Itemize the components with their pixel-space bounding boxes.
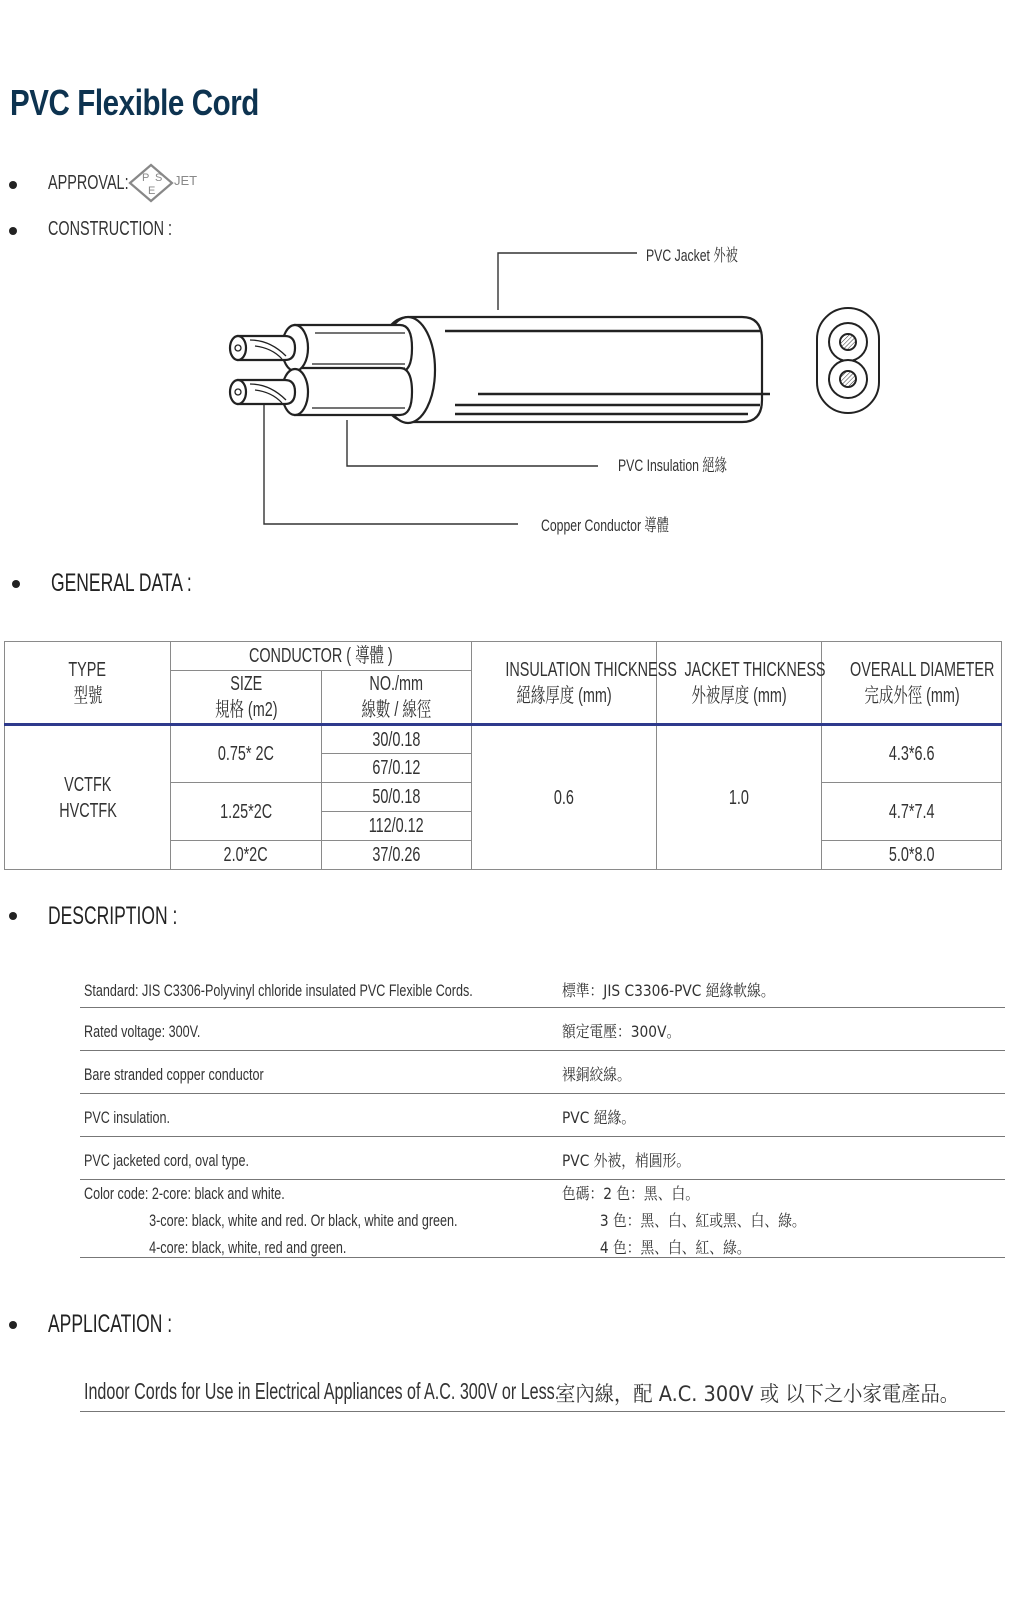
cell-diameter: 4.7*7.4	[822, 783, 1002, 841]
cell-jacket-thickness: 1.0	[657, 725, 822, 870]
description-zh: PVC 外被，梢圓形。	[562, 1151, 691, 1170]
page-title: PVC Flexible Cord	[10, 82, 259, 123]
bullet-icon	[9, 1321, 17, 1329]
header-jacket-thickness: JACKET THICKNESS 外被厚度 (mm)	[657, 642, 822, 725]
cell-strands: 37/0.26	[321, 841, 472, 870]
cable-construction-diagram	[0, 240, 1024, 550]
list-item	[80, 1008, 1005, 1051]
cell-strands: 50/0.18	[321, 783, 472, 812]
cell-strands: 112/0.12	[321, 812, 472, 841]
pse-letter-s: S	[155, 172, 163, 184]
application-en: Indoor Cords for Use in Electrical Appliances of A.C. 300V or Less.	[84, 1378, 560, 1404]
cell-type: VCTFK HVCTFK	[5, 725, 171, 870]
pse-letter-e: E	[148, 185, 156, 197]
application-zh: 室內線，配 A.C. 300V 或 以下之小家電產品。	[556, 1382, 960, 1406]
cable-illustration-icon	[0, 240, 1024, 550]
callout-copper-conductor: Copper Conductor 導體	[541, 516, 669, 535]
description-en: Standard: JIS C3306-Polyvinyl chloride insulated PVC Flexible Cords.	[84, 981, 473, 1000]
description-en: PVC jacketed cord, oval type.	[84, 1151, 250, 1170]
cell-size: 0.75* 2C	[171, 725, 322, 783]
description-zh: 標準：JIS C3306-PVC 絕緣軟線。	[562, 981, 775, 1000]
description-label: DESCRIPTION :	[48, 902, 178, 930]
general-data-label: GENERAL DATA :	[51, 569, 192, 597]
pse-letter-p: P	[142, 172, 150, 184]
list-item	[80, 965, 1005, 1008]
list-item	[80, 1137, 1005, 1180]
application-label: APPLICATION :	[48, 1310, 173, 1338]
bullet-icon	[9, 912, 17, 920]
application-row	[80, 1362, 1005, 1412]
approval-label: APPROVAL:	[48, 172, 129, 194]
description-list	[80, 965, 1005, 1258]
description-zh: PVC 絕緣。	[562, 1108, 635, 1127]
cell-size: 2.0*2C	[171, 841, 322, 870]
color-code-en: Color code: 2-core: black and white. 3-core: black, white and red. Or black, white and green. 4-core: black, white, red and green.	[84, 1184, 458, 1257]
description-zh: 裸銅絞線。	[562, 1065, 631, 1084]
construction-label: CONSTRUCTION :	[48, 218, 172, 240]
header-overall-diameter: OVERALL DIAMETER 完成外徑 (mm)	[822, 642, 1002, 725]
cell-strands: 30/0.18	[321, 725, 472, 754]
description-en: Rated voltage: 300V.	[84, 1022, 201, 1041]
callout-pvc-insulation: PVC Insulation 絕緣	[618, 456, 727, 475]
table-row	[5, 725, 1002, 754]
bullet-icon	[9, 227, 17, 235]
header-conductor: CONDUCTOR ( 導體 )	[171, 642, 472, 671]
description-en: PVC insulation.	[84, 1108, 171, 1127]
general-data-table	[4, 641, 1002, 870]
header-insulation-thickness: INSULATION THICKNESS 絕緣厚度 (mm)	[472, 642, 657, 725]
cell-diameter: 5.0*8.0	[822, 841, 1002, 870]
list-item	[80, 1051, 1005, 1094]
header-no-mm: NO./mm 線數 / 線徑	[321, 671, 472, 725]
jet-label: JET	[174, 173, 198, 188]
header-type: TYPE 型號	[5, 642, 171, 725]
callout-pvc-jacket: PVC Jacket 外被	[646, 246, 738, 265]
cell-size: 1.25*2C	[171, 783, 322, 841]
description-zh: 額定電壓：300V。	[562, 1022, 681, 1041]
cell-strands: 67/0.12	[321, 754, 472, 783]
bullet-icon	[12, 580, 20, 588]
header-size: SIZE 規格 (m2)	[171, 671, 322, 725]
cell-insulation-thickness: 0.6	[472, 725, 657, 870]
pse-certification-mark-icon	[128, 163, 210, 207]
color-code-zh: 色碼：2 色：黑、白。 3 色：黑、白、紅或黑、白、綠。 4 色：黑、白、紅、綠。	[562, 1184, 806, 1257]
description-en: Bare stranded copper conductor	[84, 1065, 264, 1084]
bullet-icon	[9, 181, 17, 189]
list-item-color-code	[80, 1180, 1005, 1258]
list-item	[80, 1094, 1005, 1137]
cell-diameter: 4.3*6.6	[822, 725, 1002, 783]
